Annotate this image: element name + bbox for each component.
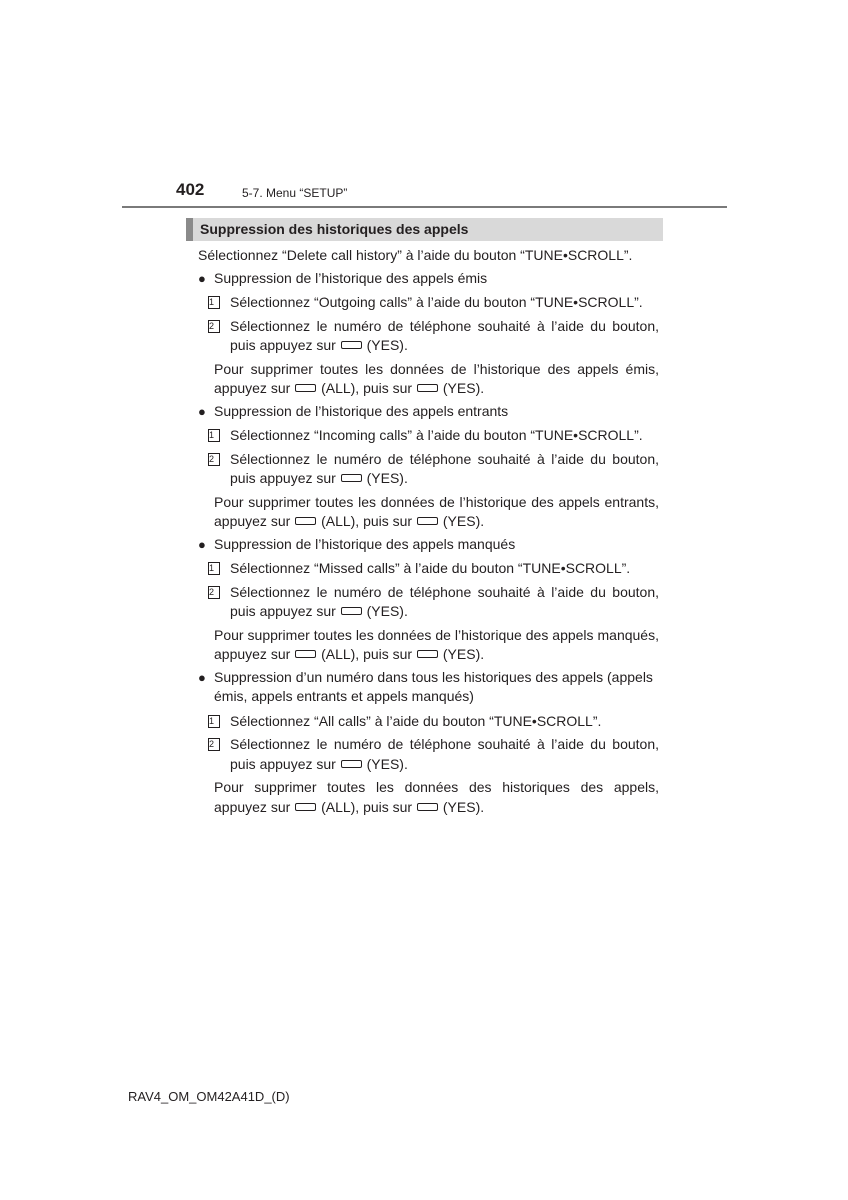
step-number-icon: 2 — [208, 320, 220, 333]
button-icon — [295, 384, 316, 392]
page-number: 402 — [176, 180, 205, 199]
step-2: 2 Sélectionnez le numéro de téléphone souhaité à l’aide du bouton, puis appuyez sur (YES). — [209, 736, 659, 772]
step-number-icon: 2 — [208, 453, 220, 466]
button-icon — [295, 517, 316, 525]
step-number-icon: 2 — [208, 738, 220, 751]
button-icon — [341, 474, 362, 482]
section-reference: 5-7. Menu “SETUP” — [242, 186, 348, 200]
content-body — [198, 246, 659, 820]
note-paragraph: Pour supprimer toutes les données de l’historique des appels émis, appuyez sur (ALL), puis sur (YES). — [214, 360, 659, 396]
bullet-icon: ● — [198, 270, 206, 286]
bullet-heading: ● Suppression d’un numéro dans tous les historiques des appels (appels émis, appels entrants et appels manqués) — [198, 668, 653, 704]
button-icon — [341, 760, 362, 768]
step-number-icon: 2 — [208, 586, 220, 599]
step-1: 1 Sélectionnez “Outgoing calls” à l’aide du bouton “TUNE•SCROLL”. — [209, 294, 643, 310]
step-number-icon: 1 — [208, 562, 220, 575]
note-paragraph: Pour supprimer toutes les données de l’historique des appels manqués, appuyez sur (ALL), puis sur (YES). — [214, 626, 659, 662]
group-incoming — [198, 402, 659, 532]
step-2: 2 Sélectionnez le numéro de téléphone souhaité à l’aide du bouton, puis appuyez sur (YES). — [209, 450, 659, 486]
header-divider — [122, 206, 727, 208]
button-icon — [417, 803, 438, 811]
group-missed — [198, 535, 659, 665]
step-1: 1 Sélectionnez “Incoming calls” à l’aide du bouton “TUNE•SCROLL”. — [209, 427, 643, 443]
bullet-icon: ● — [198, 536, 206, 552]
bullet-icon: ● — [198, 669, 206, 685]
button-icon — [341, 607, 362, 615]
button-icon — [417, 650, 438, 658]
step-2: 2 Sélectionnez le numéro de téléphone souhaité à l’aide du bouton, puis appuyez sur (YES). — [209, 583, 659, 619]
button-icon — [295, 650, 316, 658]
section-title: Suppression des historiques des appels — [186, 218, 663, 241]
button-icon — [341, 341, 362, 349]
step-number-icon: 1 — [208, 715, 220, 728]
note-paragraph: Pour supprimer toutes les données des historiques des appels, appuyez sur (ALL), puis sur (YES). — [214, 779, 659, 815]
button-icon — [417, 517, 438, 525]
step-1: 1 Sélectionnez “Missed calls” à l’aide du bouton “TUNE•SCROLL”. — [209, 560, 631, 576]
group-outgoing — [198, 269, 659, 399]
bullet-heading: ● Suppression de l’historique des appels émis — [198, 269, 659, 289]
note-paragraph: Pour supprimer toutes les données de l’historique des appels entrants, appuyez sur (ALL), puis sur (YES). — [214, 493, 659, 529]
button-icon — [295, 803, 316, 811]
step-number-icon: 1 — [208, 429, 220, 442]
step-1: 1 Sélectionnez “All calls” à l’aide du bouton “TUNE•SCROLL”. — [209, 712, 602, 729]
group-all — [198, 668, 659, 818]
step-number-icon: 1 — [208, 296, 220, 309]
bullet-icon: ● — [198, 403, 206, 419]
step-2: 2 Sélectionnez le numéro de téléphone souhaité à l’aide du bouton, puis appuyez sur (YES). — [209, 317, 659, 353]
intro-paragraph: Sélectionnez “Delete call history” à l’aide du bouton “TUNE•SCROLL”. — [198, 247, 633, 263]
footer-document-code: RAV4_OM_OM42A41D_(D) — [128, 1089, 290, 1104]
bullet-heading: ● Suppression de l’historique des appels entrants — [198, 402, 659, 422]
button-icon — [417, 384, 438, 392]
bullet-heading: ● Suppression de l’historique des appels manqués — [198, 535, 659, 555]
